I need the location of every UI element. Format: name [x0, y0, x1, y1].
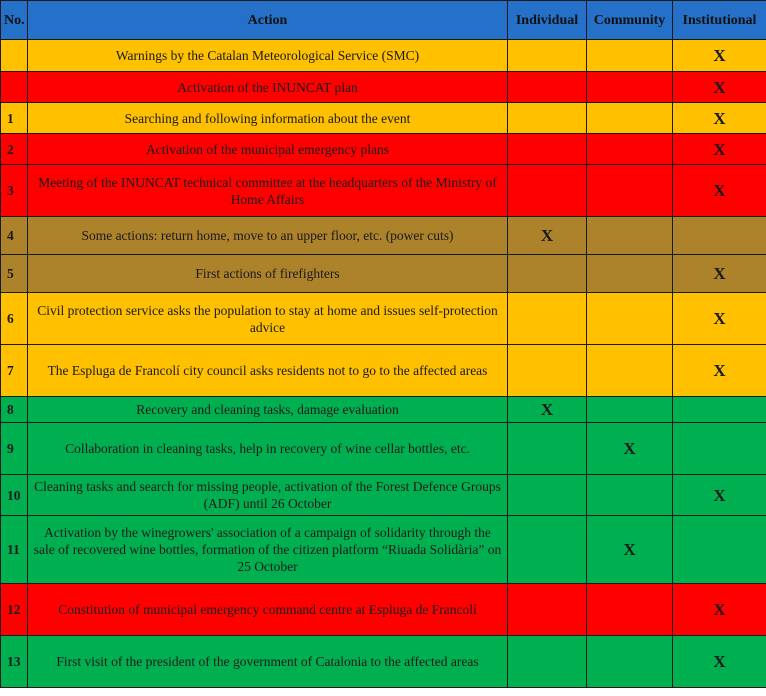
individual-mark: X: [508, 217, 587, 255]
row-action: Activation by the winegrowers' association of a campaign of solidarity through the sale of recovered wine bottles, formation of the citizen platform “Riuada Solidària” on 25 October: [28, 516, 508, 584]
table-row: [1, 165, 766, 217]
community-mark: [587, 217, 673, 255]
community-mark: X: [587, 423, 673, 475]
institutional-mark: X: [673, 345, 766, 397]
community-mark: [587, 397, 673, 423]
individual-mark: [508, 72, 587, 103]
row-number: 5: [1, 255, 28, 293]
row-number: 4: [1, 217, 28, 255]
table-row: [1, 397, 766, 423]
row-number: 8: [1, 397, 28, 423]
community-mark: [587, 293, 673, 345]
individual-mark: [508, 103, 587, 134]
row-action: Cleaning tasks and search for missing people, activation of the Forest Defence Groups (ADF) until 26 October: [28, 475, 508, 516]
individual-mark: [508, 423, 587, 475]
institutional-mark: X: [673, 103, 766, 134]
table-row: [1, 423, 766, 475]
community-mark: [587, 40, 673, 72]
table-row: [1, 103, 766, 134]
institutional-mark: X: [673, 255, 766, 293]
community-mark: [587, 584, 673, 636]
individual-mark: [508, 40, 587, 72]
row-action: Activation of the municipal emergency plans: [28, 134, 508, 165]
individual-mark: [508, 584, 587, 636]
row-number: [1, 40, 28, 72]
header-action: Action: [28, 1, 508, 40]
community-mark: [587, 636, 673, 688]
row-action: Meeting of the INUNCAT technical committee at the headquarters of the Ministry of Home Affairs: [28, 165, 508, 217]
row-number: 12: [1, 584, 28, 636]
header-individual: Individual: [508, 1, 587, 40]
institutional-mark: X: [673, 134, 766, 165]
row-number: 6: [1, 293, 28, 345]
row-number: 10: [1, 475, 28, 516]
institutional-mark: [673, 397, 766, 423]
community-mark: X: [587, 516, 673, 584]
row-number: 1: [1, 103, 28, 134]
header-institutional: Institutional: [673, 1, 766, 40]
row-number: 7: [1, 345, 28, 397]
individual-mark: [508, 293, 587, 345]
table-row: [1, 72, 766, 103]
table-row: [1, 134, 766, 165]
institutional-mark: X: [673, 584, 766, 636]
header-community: Community: [587, 1, 673, 40]
header-row: [1, 1, 766, 40]
community-mark: [587, 165, 673, 217]
table-row: [1, 293, 766, 345]
community-mark: [587, 345, 673, 397]
row-action: Recovery and cleaning tasks, damage evaluation: [28, 397, 508, 423]
table-row: [1, 255, 766, 293]
institutional-mark: X: [673, 475, 766, 516]
institutional-mark: X: [673, 40, 766, 72]
institutional-mark: X: [673, 293, 766, 345]
row-action: Constitution of municipal emergency command centre at Espluga de Francolí: [28, 584, 508, 636]
community-mark: [587, 103, 673, 134]
institutional-mark: X: [673, 636, 766, 688]
row-number: 2: [1, 134, 28, 165]
row-action: Warnings by the Catalan Meteorological Service (SMC): [28, 40, 508, 72]
individual-mark: [508, 165, 587, 217]
individual-mark: [508, 255, 587, 293]
row-number: [1, 72, 28, 103]
community-mark: [587, 475, 673, 516]
row-number: 3: [1, 165, 28, 217]
row-action: Collaboration in cleaning tasks, help in recovery of wine cellar bottles, etc.: [28, 423, 508, 475]
institutional-mark: [673, 516, 766, 584]
community-mark: [587, 134, 673, 165]
individual-mark: X: [508, 397, 587, 423]
row-action: Some actions: return home, move to an upper floor, etc. (power cuts): [28, 217, 508, 255]
row-number: 13: [1, 636, 28, 688]
individual-mark: [508, 345, 587, 397]
row-action: Searching and following information about the event: [28, 103, 508, 134]
table-row: [1, 636, 766, 688]
row-action: The Espluga de Francolí city council asks residents not to go to the affected areas: [28, 345, 508, 397]
table-row: [1, 40, 766, 72]
individual-mark: [508, 636, 587, 688]
institutional-mark: X: [673, 72, 766, 103]
table-row: [1, 345, 766, 397]
table-row: [1, 584, 766, 636]
table-row: [1, 217, 766, 255]
row-action: First visit of the president of the government of Catalonia to the affected areas: [28, 636, 508, 688]
row-number: 11: [1, 516, 28, 584]
row-action: First actions of firefighters: [28, 255, 508, 293]
header-no: No.: [1, 1, 28, 40]
table-row: [1, 475, 766, 516]
individual-mark: [508, 475, 587, 516]
institutional-mark: [673, 423, 766, 475]
row-number: 9: [1, 423, 28, 475]
row-action: Civil protection service asks the population to stay at home and issues self-protection advice: [28, 293, 508, 345]
institutional-mark: X: [673, 165, 766, 217]
row-action: Activation of the INUNCAT plan: [28, 72, 508, 103]
individual-mark: [508, 516, 587, 584]
institutional-mark: [673, 217, 766, 255]
community-mark: [587, 72, 673, 103]
community-mark: [587, 255, 673, 293]
individual-mark: [508, 134, 587, 165]
table-row: [1, 516, 766, 584]
